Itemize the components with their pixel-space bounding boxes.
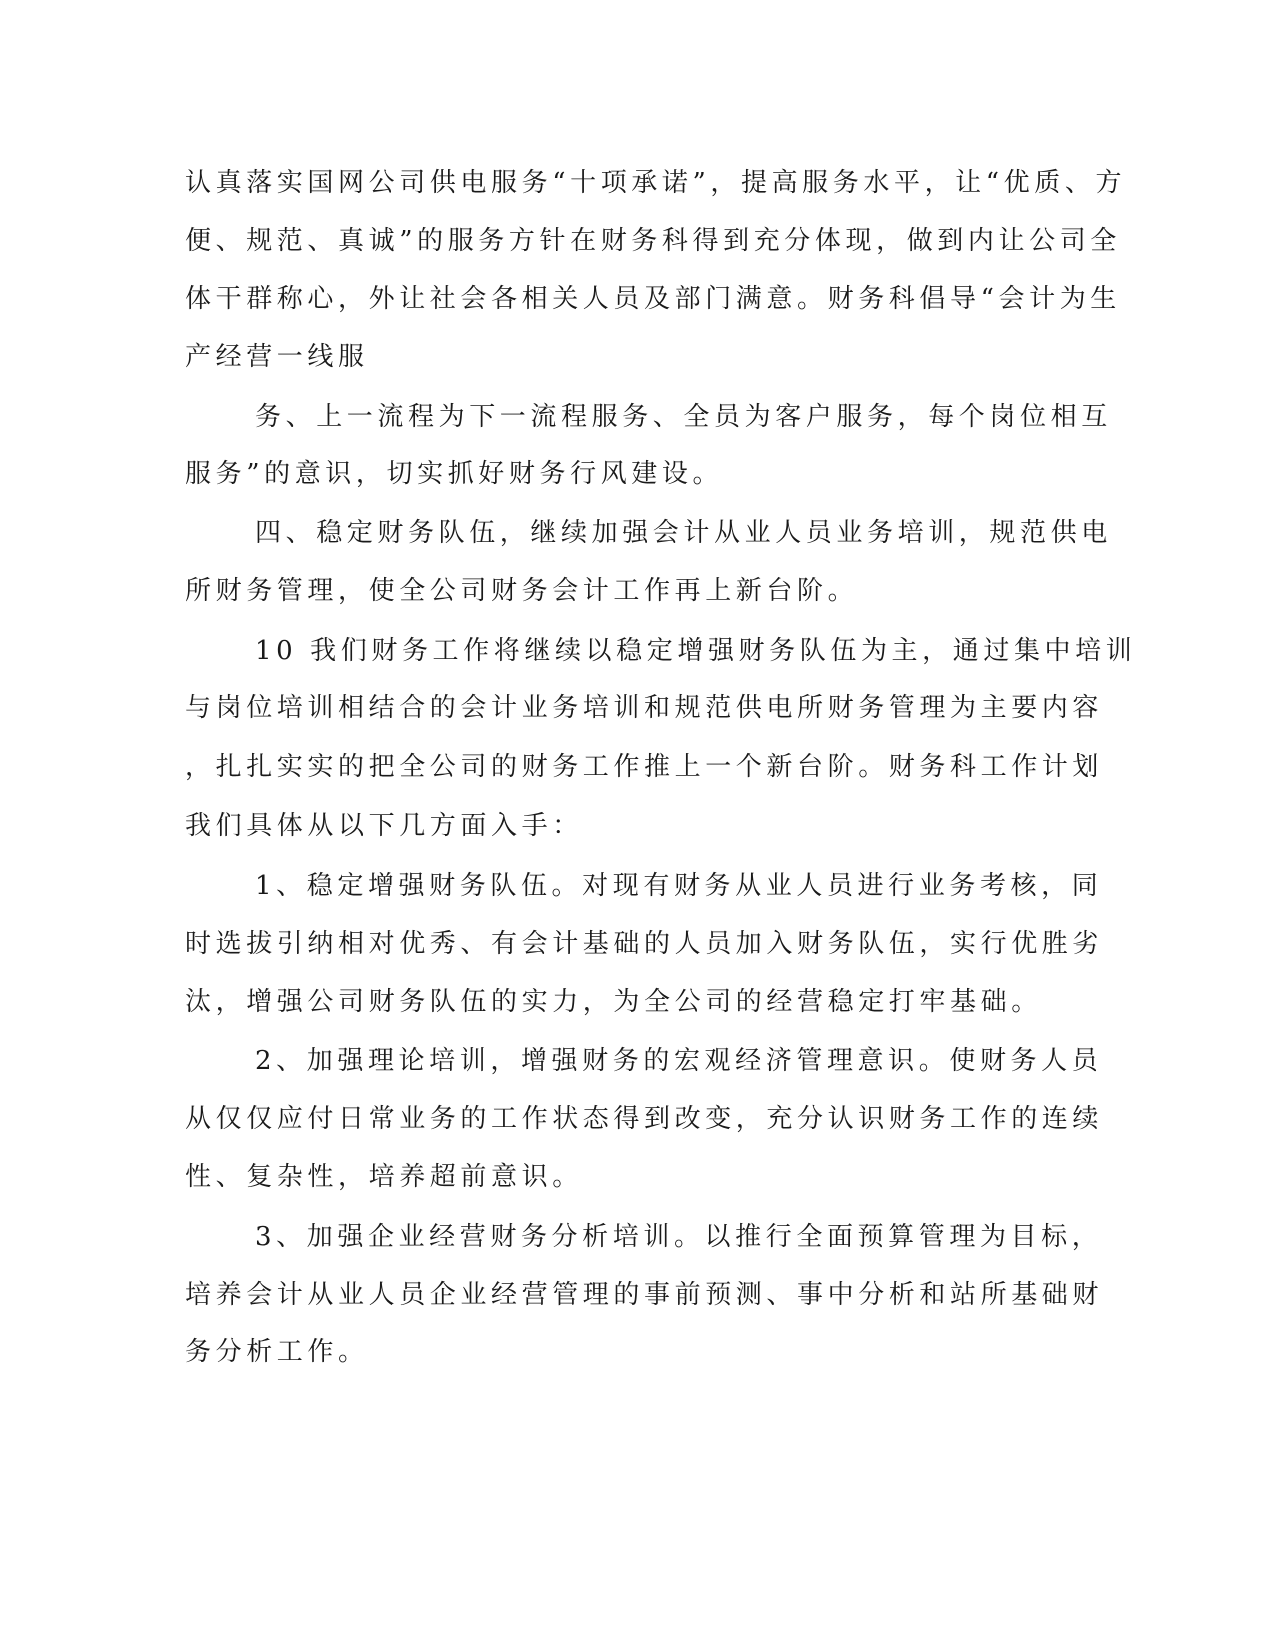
text-line: 所财务管理，使全公司财务会计工作再上新台阶。 (185, 576, 859, 606)
text-line: 性、复杂性，培养超前意识。 (185, 1162, 583, 1192)
text-line: 产经营一线服 (185, 342, 369, 372)
text-line: 我们具体从以下几方面入手： (185, 811, 583, 841)
text-line: 体干群称心，外让社会各相关人员及部门满意。财务科倡导“会计为生 (185, 284, 1121, 314)
text-line: 服务”的意识，切实抓好财务行风建设。 (185, 459, 724, 489)
text-line: 汰，增强公司财务队伍的实力，为全公司的经营稳定打牢基础。 (185, 987, 1042, 1017)
text-line: 便、规范、真诚”的服务方针在财务科得到充分体现，做到内让公司全 (185, 226, 1121, 256)
text-line: 培养会计从业人员企业经营管理的事前预测、事中分析和站所基础财 (185, 1280, 1104, 1310)
text-line: 2、加强理论培训，增强财务的宏观经济管理意识。使财务人员 (255, 1046, 1103, 1076)
text-line: 10 我们财务工作将继续以稳定增强财务队伍为主，通过集中培训 (255, 636, 1137, 666)
text-line: ，扎扎实实的把全公司的财务工作推上一个新台阶。财务科工作计划 (185, 752, 1104, 782)
text-line: 务分析工作。 (185, 1337, 369, 1367)
text-line: 认真落实国网公司供电服务“十项承诺”，提高服务水平，让“优质、方 (185, 168, 1127, 198)
text-line: 与岗位培训相结合的会计业务培训和规范供电所财务管理为主要内容 (185, 693, 1104, 723)
text-line: 四、稳定财务队伍，继续加强会计从业人员业务培训，规范供电 (255, 518, 1112, 548)
text-line: 务、上一流程为下一流程服务、全员为客户服务，每个岗位相互 (255, 402, 1112, 432)
text-line: 3、加强企业经营财务分析培训。以推行全面预算管理为目标， (255, 1222, 1103, 1252)
text-line: 从仅仅应付日常业务的工作状态得到改变，充分认识财务工作的连续 (185, 1104, 1104, 1134)
text-line: 1、稳定增强财务队伍。对现有财务从业人员进行业务考核，同 (255, 871, 1103, 901)
text-line: 时选拔引纳相对优秀、有会计基础的人员加入财务队伍，实行优胜劣 (185, 929, 1104, 959)
